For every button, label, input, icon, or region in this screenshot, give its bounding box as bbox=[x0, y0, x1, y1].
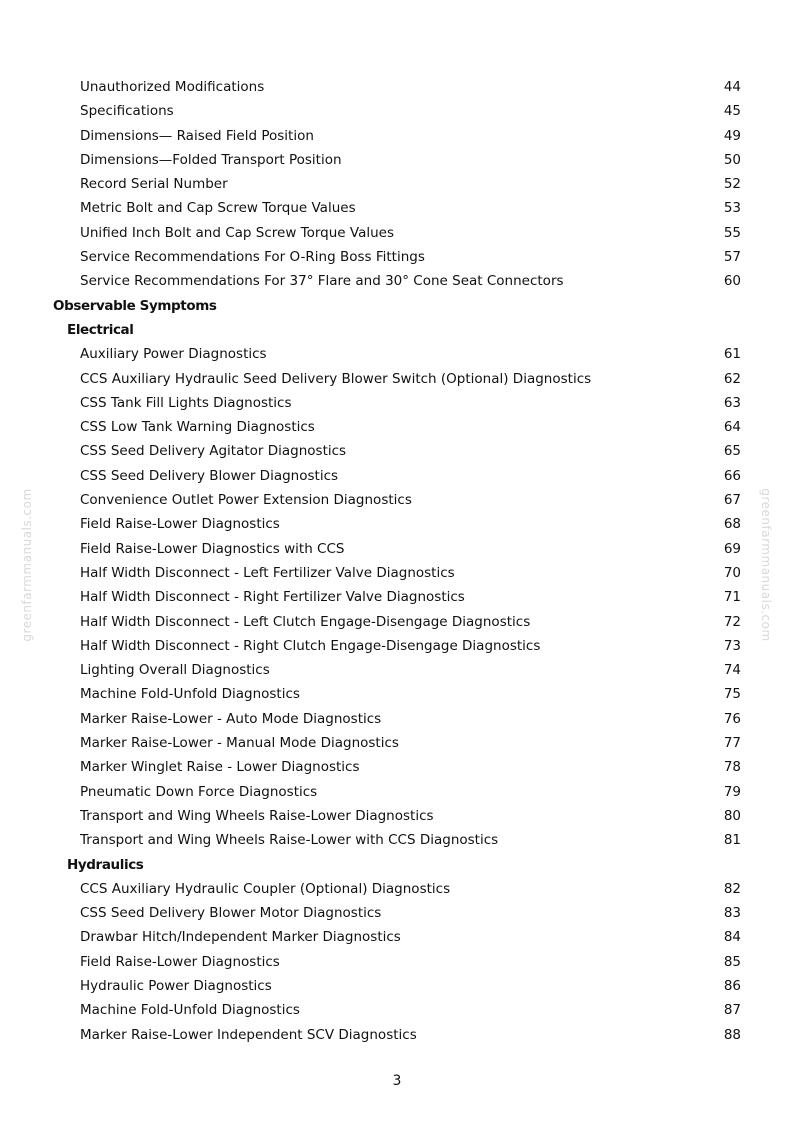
watermark-left: greenfarmmanuals.com bbox=[20, 488, 34, 642]
toc-title: Dimensions—Folded Transport Position bbox=[80, 151, 342, 168]
toc-entry[interactable] bbox=[0, 221, 794, 245]
toc-entry[interactable] bbox=[0, 877, 794, 901]
toc-title: Unified Inch Bolt and Cap Screw Torque Values bbox=[80, 224, 395, 241]
toc-title: Field Raise-Lower Diagnostics bbox=[80, 516, 280, 533]
toc-title: Service Recommendations For 37° Flare and 30° Cone Seat Connectors bbox=[80, 273, 564, 290]
toc-entry[interactable] bbox=[0, 148, 794, 172]
toc-title: CCS Auxiliary Hydraulic Seed Delivery Blower Switch (Optional) Diagnostics bbox=[80, 370, 592, 387]
toc-title: Lighting Overall Diagnostics bbox=[80, 662, 270, 679]
toc-entry[interactable] bbox=[0, 682, 794, 706]
toc-section-heading bbox=[0, 294, 794, 318]
toc-page-number: 67 bbox=[723, 492, 741, 509]
toc-title: CSS Seed Delivery Blower Motor Diagnostics bbox=[80, 905, 382, 922]
toc-entry[interactable] bbox=[0, 124, 794, 148]
toc-page-number: 85 bbox=[723, 953, 741, 970]
toc-page-number: 44 bbox=[723, 79, 741, 95]
toc-page-number: 86 bbox=[723, 977, 741, 994]
toc-entry[interactable] bbox=[0, 585, 794, 609]
toc-title: CSS Tank Fill Lights Diagnostics bbox=[80, 394, 292, 411]
toc-page-number: 77 bbox=[723, 735, 741, 752]
toc-entry[interactable] bbox=[0, 974, 794, 998]
toc-entry[interactable] bbox=[0, 269, 794, 293]
toc-title: Marker Raise-Lower Independent SCV Diagnostics bbox=[80, 1026, 417, 1043]
toc-page-number: 84 bbox=[723, 929, 741, 946]
toc-entry[interactable] bbox=[0, 634, 794, 658]
toc-page-number: 52 bbox=[723, 176, 741, 193]
toc-page-number: 45 bbox=[723, 103, 741, 120]
toc-title: Observable Symptoms bbox=[53, 297, 217, 314]
toc-entry[interactable] bbox=[0, 342, 794, 366]
toc-page-number: 78 bbox=[723, 759, 741, 776]
toc-entry[interactable] bbox=[0, 828, 794, 852]
toc-page-number: 49 bbox=[723, 127, 741, 144]
toc-title: CSS Seed Delivery Agitator Diagnostics bbox=[80, 443, 347, 460]
toc-page-number: 65 bbox=[723, 443, 741, 460]
toc-title: Dimensions— Raised Field Position bbox=[80, 127, 314, 144]
toc-title: Marker Winglet Raise - Lower Diagnostics bbox=[80, 759, 360, 776]
toc-title: Unauthorized Modifications bbox=[80, 79, 265, 95]
toc-page-number: 76 bbox=[723, 710, 741, 727]
toc-page-number: 88 bbox=[723, 1026, 741, 1043]
toc-title: Machine Fold-Unfold Diagnostics bbox=[80, 1002, 300, 1019]
toc-page-number: 68 bbox=[723, 516, 741, 533]
toc-title: Half Width Disconnect - Right Fertilizer Valve Diagnostics bbox=[80, 589, 465, 606]
toc-page-number: 66 bbox=[723, 467, 741, 484]
toc-page-number: 62 bbox=[723, 370, 741, 387]
toc-title: Auxiliary Power Diagnostics bbox=[80, 346, 267, 363]
toc-page-number: 63 bbox=[723, 394, 741, 411]
toc-title: CCS Auxiliary Hydraulic Coupler (Optional) Diagnostics bbox=[80, 880, 451, 897]
toc-title: Pneumatic Down Force Diagnostics bbox=[80, 783, 318, 800]
toc-title: CSS Low Tank Warning Diagnostics bbox=[80, 419, 315, 436]
toc-page-number: 82 bbox=[723, 880, 741, 897]
toc-page-number: 61 bbox=[723, 346, 741, 363]
toc-entry[interactable] bbox=[0, 367, 794, 391]
toc-entry[interactable] bbox=[0, 245, 794, 269]
toc-title: Hydraulic Power Diagnostics bbox=[80, 977, 272, 994]
toc-entry[interactable] bbox=[0, 950, 794, 974]
toc-page-number: 74 bbox=[723, 662, 741, 679]
toc-entry[interactable] bbox=[0, 75, 794, 99]
toc-title: CSS Seed Delivery Blower Diagnostics bbox=[80, 467, 339, 484]
toc-entry[interactable] bbox=[0, 755, 794, 779]
toc-entry[interactable] bbox=[0, 780, 794, 804]
toc-entry[interactable] bbox=[0, 439, 794, 463]
toc-title: Transport and Wing Wheels Raise-Lower with CCS Diagnostics bbox=[80, 832, 499, 849]
watermark-right: greenfarmmanuals.com bbox=[759, 488, 773, 642]
toc-page-number: 53 bbox=[723, 200, 741, 217]
toc-page-number: 70 bbox=[723, 564, 741, 581]
toc-page-number: 71 bbox=[723, 589, 741, 606]
toc-title: Marker Raise-Lower - Auto Mode Diagnostics bbox=[80, 710, 382, 727]
toc-subsection-heading bbox=[0, 853, 794, 877]
toc-page-number: 75 bbox=[723, 686, 741, 703]
toc-entry[interactable] bbox=[0, 464, 794, 488]
toc-entry[interactable] bbox=[0, 707, 794, 731]
toc-page-number: 83 bbox=[723, 905, 741, 922]
toc-entry[interactable] bbox=[0, 731, 794, 755]
toc-entry[interactable] bbox=[0, 537, 794, 561]
toc-title: Half Width Disconnect - Left Fertilizer Valve Diagnostics bbox=[80, 564, 455, 581]
toc-entry[interactable] bbox=[0, 172, 794, 196]
toc-entry[interactable] bbox=[0, 196, 794, 220]
toc-page-number: 79 bbox=[723, 783, 741, 800]
toc-entry[interactable] bbox=[0, 561, 794, 585]
toc-page-number: 72 bbox=[723, 613, 741, 630]
table-of-contents bbox=[0, 75, 794, 1047]
toc-title: Hydraulics bbox=[67, 856, 144, 873]
toc-page-number: 87 bbox=[723, 1002, 741, 1019]
toc-title: Service Recommendations For O-Ring Boss Fittings bbox=[80, 249, 425, 266]
toc-title: Marker Raise-Lower - Manual Mode Diagnostics bbox=[80, 735, 399, 752]
toc-title: Specifications bbox=[80, 103, 174, 120]
toc-page-number: 55 bbox=[723, 224, 741, 241]
toc-title: Convenience Outlet Power Extension Diagnostics bbox=[80, 492, 412, 509]
toc-entry[interactable] bbox=[0, 901, 794, 925]
toc-entry[interactable] bbox=[0, 925, 794, 949]
toc-page-number: 57 bbox=[723, 249, 741, 266]
toc-entry[interactable] bbox=[0, 804, 794, 828]
toc-title: Field Raise-Lower Diagnostics bbox=[80, 953, 280, 970]
page-number: 3 bbox=[392, 1073, 402, 1089]
toc-page-number: 73 bbox=[723, 637, 741, 654]
toc-title: Metric Bolt and Cap Screw Torque Values bbox=[80, 200, 356, 217]
toc-title: Electrical bbox=[67, 321, 134, 338]
toc-entry[interactable] bbox=[0, 1023, 794, 1047]
toc-entry[interactable] bbox=[0, 658, 794, 682]
toc-page-number: 81 bbox=[723, 832, 741, 849]
toc-entry[interactable] bbox=[0, 488, 794, 512]
toc-title: Record Serial Number bbox=[80, 176, 228, 193]
toc-entry[interactable] bbox=[0, 391, 794, 415]
toc-page-number: 50 bbox=[723, 151, 741, 168]
toc-entry[interactable] bbox=[0, 512, 794, 536]
toc-page-number: 69 bbox=[723, 540, 741, 557]
toc-entry[interactable] bbox=[0, 998, 794, 1022]
toc-subsection-heading bbox=[0, 318, 794, 342]
toc-page-number: 80 bbox=[723, 807, 741, 824]
toc-page-number: 64 bbox=[723, 419, 741, 436]
toc-title: Drawbar Hitch/Independent Marker Diagnostics bbox=[80, 929, 401, 946]
toc-entry[interactable] bbox=[0, 610, 794, 634]
toc-title: Half Width Disconnect - Right Clutch Engage-Disengage Diagnostics bbox=[80, 637, 541, 654]
toc-title: Machine Fold-Unfold Diagnostics bbox=[80, 686, 300, 703]
toc-entry[interactable] bbox=[0, 99, 794, 123]
toc-title: Field Raise-Lower Diagnostics with CCS bbox=[80, 540, 345, 557]
toc-title: Half Width Disconnect - Left Clutch Engage-Disengage Diagnostics bbox=[80, 613, 531, 630]
toc-page-number: 60 bbox=[723, 273, 741, 290]
toc-entry[interactable] bbox=[0, 415, 794, 439]
toc-title: Transport and Wing Wheels Raise-Lower Diagnostics bbox=[80, 807, 434, 824]
